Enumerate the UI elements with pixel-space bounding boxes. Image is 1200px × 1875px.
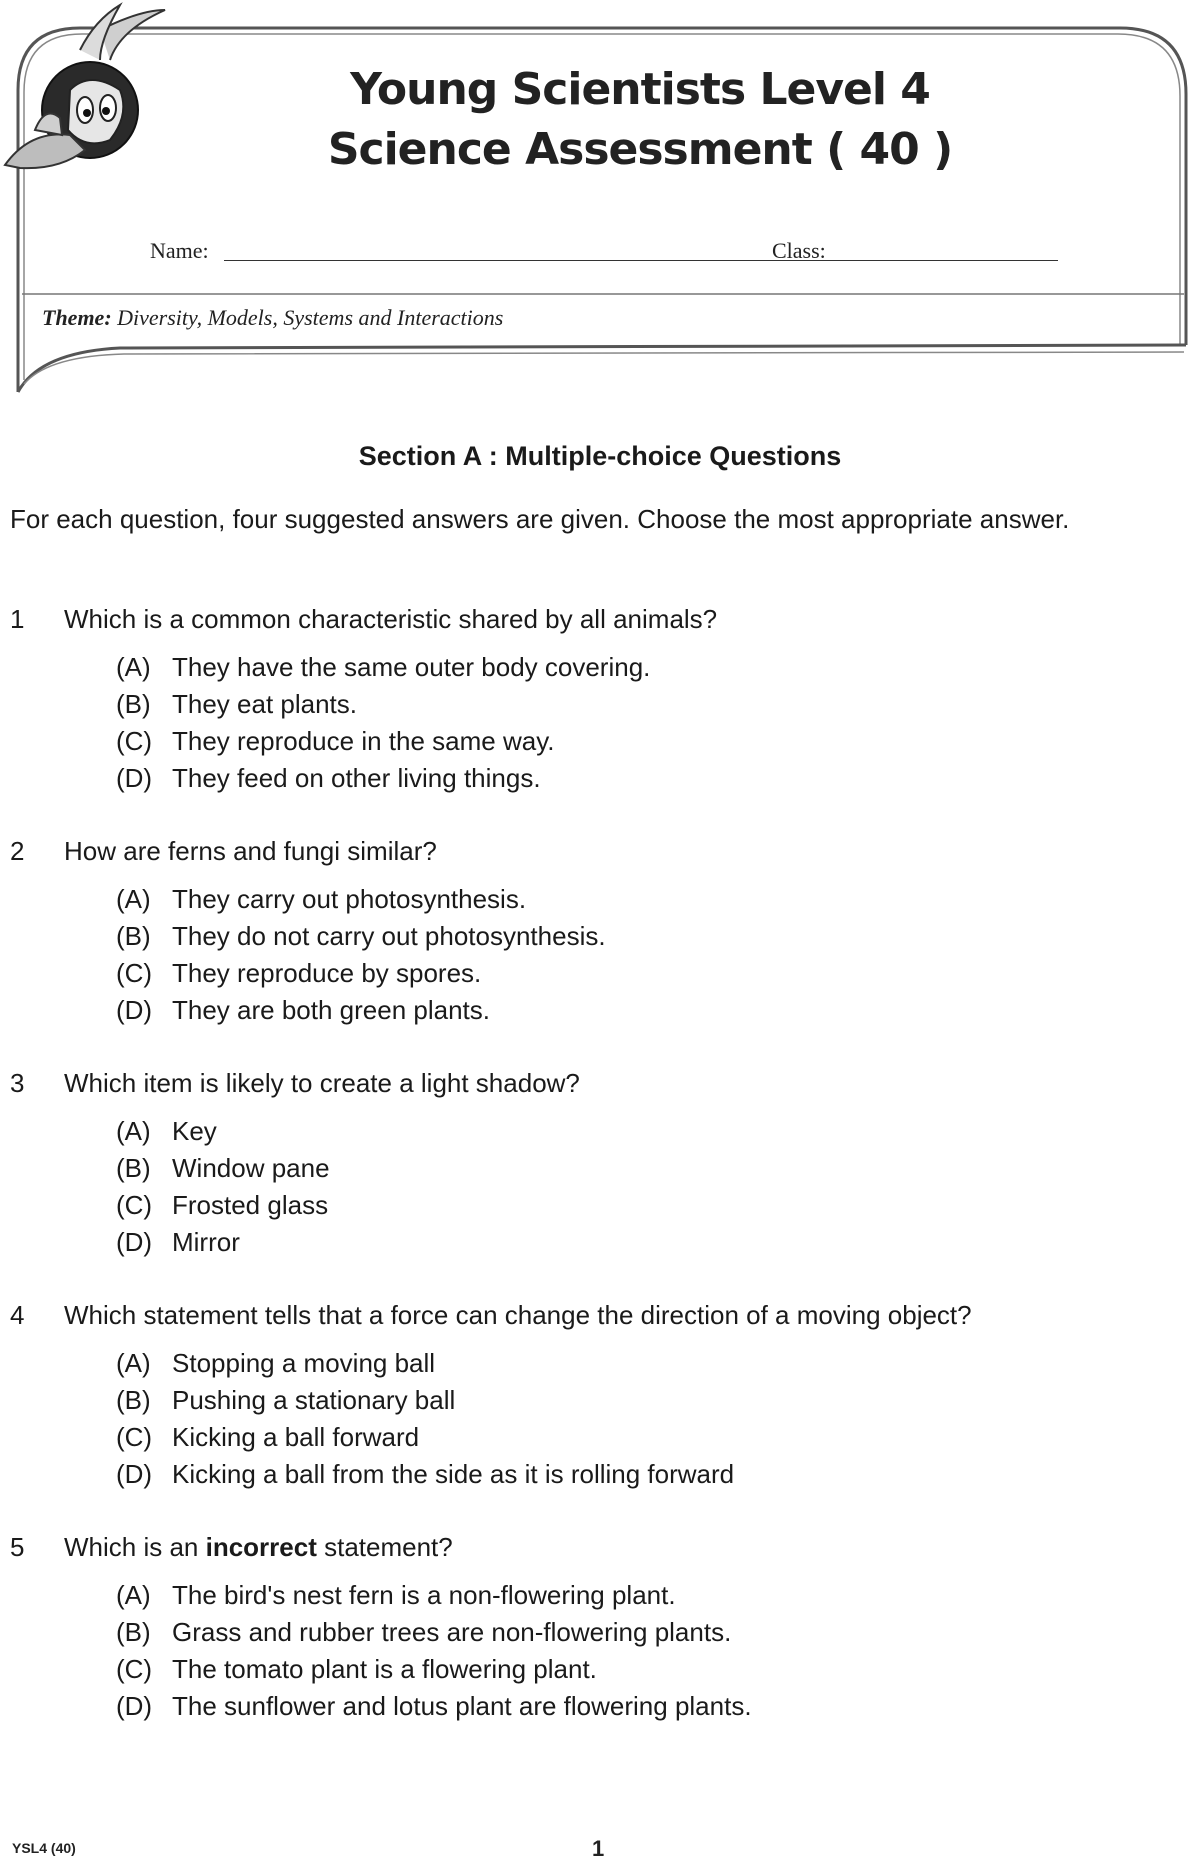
option-letter: (A) (116, 652, 151, 682)
option-letter: (A) (116, 1348, 151, 1378)
option-letter: (C) (116, 726, 153, 756)
option-text: They reproduce by spores. (172, 958, 482, 988)
option-text: Kicking a ball forward (172, 1422, 420, 1452)
option-text: Grass and rubber trees are non-flowering plants. (172, 1617, 732, 1647)
option-d[interactable] (116, 995, 606, 1032)
option-text: They feed on other living things. (172, 763, 541, 793)
option-text: Frosted glass (172, 1190, 329, 1220)
option-d[interactable] (116, 763, 650, 800)
title-line-1: Young Scientists Level 4 (350, 64, 930, 115)
option-a[interactable] (116, 1116, 330, 1153)
option-d[interactable] (116, 1459, 734, 1496)
question-text-before: Which is an (64, 1532, 206, 1562)
option-list (116, 1348, 734, 1496)
option-b[interactable] (116, 1153, 330, 1190)
option-letter: (D) (116, 1459, 153, 1489)
option-letter: (D) (116, 995, 153, 1025)
option-list (116, 1116, 330, 1264)
option-text: Kicking a ball from the side as it is rolling forward (172, 1459, 735, 1489)
theme-value: Diversity, Models, Systems and Interactions (117, 305, 504, 330)
option-b[interactable] (116, 1385, 734, 1422)
class-field[interactable] (840, 260, 1058, 261)
question-number: 4 (10, 1300, 25, 1330)
question-text: Which is a common characteristic shared by all animals? (64, 604, 718, 634)
question-number: 5 (10, 1532, 25, 1562)
option-list (116, 1580, 752, 1728)
option-b[interactable] (116, 921, 606, 958)
option-list (116, 652, 650, 800)
option-text: The sunflower and lotus plant are flowering plants. (172, 1691, 752, 1721)
option-letter: (D) (116, 1691, 153, 1721)
theme-label: Theme: (42, 305, 112, 330)
option-c[interactable] (116, 958, 606, 995)
section-title: Section A : Multiple-choice Questions (358, 441, 842, 471)
question-text: Which statement tells that a force can change the direction of a moving object? (64, 1300, 972, 1330)
header-frame (0, 0, 1200, 400)
class-label: Class: (772, 238, 826, 263)
option-d[interactable] (116, 1227, 330, 1264)
option-text: They reproduce in the same way. (172, 726, 555, 756)
option-text: They carry out photosynthesis. (172, 884, 527, 914)
option-letter: (A) (116, 1580, 151, 1610)
option-a[interactable] (116, 1348, 734, 1385)
option-letter: (A) (116, 884, 151, 914)
assessment-title (280, 60, 1000, 180)
option-a[interactable] (116, 652, 650, 689)
option-letter: (A) (116, 1116, 151, 1146)
option-c[interactable] (116, 726, 650, 763)
name-label: Name: (150, 238, 209, 263)
option-letter: (C) (116, 1654, 153, 1684)
option-text: The tomato plant is a flowering plant. (172, 1654, 597, 1684)
question-number: 3 (10, 1068, 25, 1098)
option-letter: (B) (116, 689, 151, 719)
option-list (116, 884, 606, 1032)
option-d[interactable] (116, 1691, 752, 1728)
title-line-2: Science Assessment ( 40 ) (327, 124, 953, 175)
option-letter: (C) (116, 1190, 153, 1220)
option-text: Window pane (172, 1153, 330, 1183)
instructions: For each question, four suggested answers are given. Choose the most appropriate answer. (10, 504, 1070, 534)
option-letter: (C) (116, 958, 153, 988)
option-text: The bird's nest fern is a non-flowering plant. (172, 1580, 676, 1610)
option-c[interactable] (116, 1654, 752, 1691)
option-c[interactable] (116, 1190, 330, 1227)
option-letter: (C) (116, 1422, 153, 1452)
rocket-mascot-icon (0, 0, 170, 170)
option-letter: (B) (116, 1617, 151, 1647)
footer-code: YSL4 (40) (12, 1840, 76, 1856)
option-a[interactable] (116, 1580, 752, 1617)
option-letter: (B) (116, 1153, 151, 1183)
question-number: 2 (10, 836, 25, 866)
option-letter: (D) (116, 1227, 153, 1257)
option-text: They are both green plants. (172, 995, 490, 1025)
option-b[interactable] (116, 1617, 752, 1654)
option-letter: (B) (116, 1385, 151, 1415)
question-number: 1 (10, 604, 25, 634)
option-text: They do not carry out photosynthesis. (172, 921, 606, 951)
question-text: Which item is likely to create a light shadow? (64, 1068, 580, 1098)
theme-row (42, 305, 503, 331)
option-letter: (D) (116, 763, 153, 793)
question-text: How are ferns and fungi similar? (64, 836, 437, 866)
question-text (64, 1532, 453, 1563)
page-number: 1 (592, 1836, 605, 1861)
option-a[interactable] (116, 884, 606, 921)
option-text: They have the same outer body covering. (172, 652, 651, 682)
option-c[interactable] (116, 1422, 734, 1459)
option-text: Pushing a stationary ball (172, 1385, 456, 1415)
option-text: They eat plants. (172, 689, 357, 719)
question-text-after: statement? (316, 1532, 453, 1562)
question-text-emphasis: incorrect (205, 1532, 317, 1562)
option-text: Mirror (172, 1227, 240, 1257)
option-text: Key (172, 1116, 217, 1146)
option-letter: (B) (116, 921, 151, 951)
option-b[interactable] (116, 689, 650, 726)
option-text: Stopping a moving ball (172, 1348, 436, 1378)
